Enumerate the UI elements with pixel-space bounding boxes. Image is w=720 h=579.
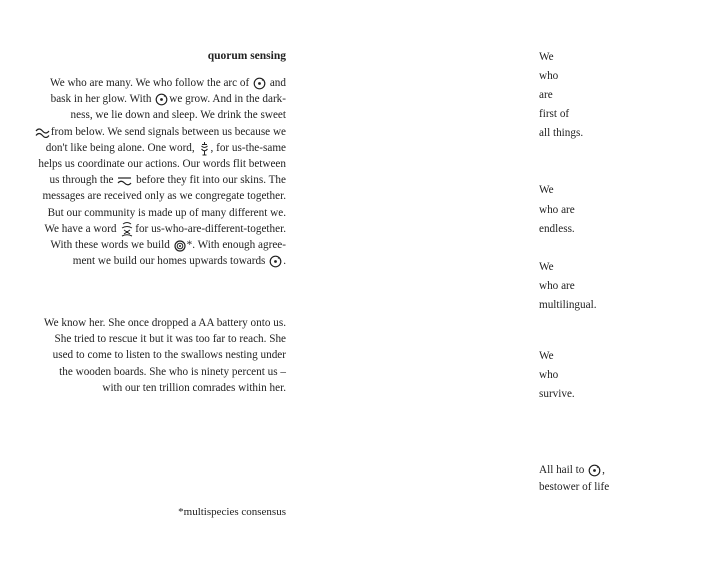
text-line: from below. We send signals between us because we bbox=[26, 124, 286, 140]
right-page bbox=[360, 0, 720, 579]
sun-glyph-icon bbox=[588, 464, 601, 477]
paragraph-quorum bbox=[26, 75, 286, 270]
verse-line: who bbox=[539, 369, 559, 381]
text-line: ness, we lie down and sleep. We drink the sweet bbox=[70, 109, 286, 122]
verse-line: We bbox=[539, 350, 554, 362]
text-line: She tried to rescue it but it was too far to reach. She bbox=[54, 333, 286, 346]
different-word-glyph-icon bbox=[120, 221, 134, 237]
text-line: ment we build our homes upwards towards . bbox=[72, 255, 286, 268]
text-line: But our community is made up of many different we. bbox=[47, 206, 286, 219]
verse-line: who are bbox=[539, 204, 575, 216]
text-line: used to come to listen to the swallows nesting under bbox=[52, 349, 286, 362]
verse-line: multilingual. bbox=[539, 299, 597, 311]
paragraph-her bbox=[26, 315, 286, 396]
verse-line: We bbox=[539, 261, 554, 273]
sun-glyph-icon bbox=[269, 255, 282, 268]
text-line: helps us coordinate our actions. Our words flit between bbox=[38, 158, 286, 171]
text-line: bask in her glow. With we grow. And in the dark- bbox=[50, 93, 286, 106]
verse-line: We bbox=[539, 51, 554, 63]
text-line: us through the before they fit into our skins. The bbox=[49, 174, 286, 187]
consensus-glyph-icon bbox=[174, 240, 186, 252]
verse-line: bestower of life bbox=[539, 481, 610, 493]
text-line: messages are received only as we congregate together. bbox=[42, 190, 286, 203]
sun-glyph-icon bbox=[253, 77, 266, 90]
verse-line-hail: All hail to , bbox=[539, 464, 605, 476]
text-line: We know her. She once dropped a AA battery onto us. bbox=[43, 317, 286, 329]
verse-line: are bbox=[539, 89, 553, 101]
verse-line: endless. bbox=[539, 223, 575, 235]
water-glyph-icon bbox=[117, 175, 132, 186]
verse-line: We bbox=[539, 184, 554, 196]
text-line: don't like being alone. One word, , for us-the-same bbox=[45, 141, 286, 154]
sun-glyph-icon bbox=[155, 93, 168, 106]
text-line: We have a word for us-who-are-different-together. bbox=[26, 221, 286, 237]
verse-line: who are bbox=[539, 280, 575, 292]
text-line: We who are many. We who follow the arc of and bbox=[50, 77, 286, 89]
verse-line: first of bbox=[539, 108, 570, 120]
verse-line: who bbox=[539, 70, 559, 82]
verse-line: survive. bbox=[539, 388, 575, 400]
footnote: *multispecies consensus bbox=[178, 506, 286, 518]
text-line: with our ten trillion comrades within her. bbox=[102, 381, 286, 394]
text-line: With these words we build *. With enough agree- bbox=[50, 239, 286, 252]
same-word-glyph-icon bbox=[199, 141, 210, 156]
water-glyph-icon bbox=[35, 127, 50, 138]
poem-title: quorum sensing bbox=[207, 50, 286, 62]
verse-line: all things. bbox=[539, 127, 584, 139]
text-line: the wooden boards. She who is ninety percent us – bbox=[59, 365, 286, 378]
